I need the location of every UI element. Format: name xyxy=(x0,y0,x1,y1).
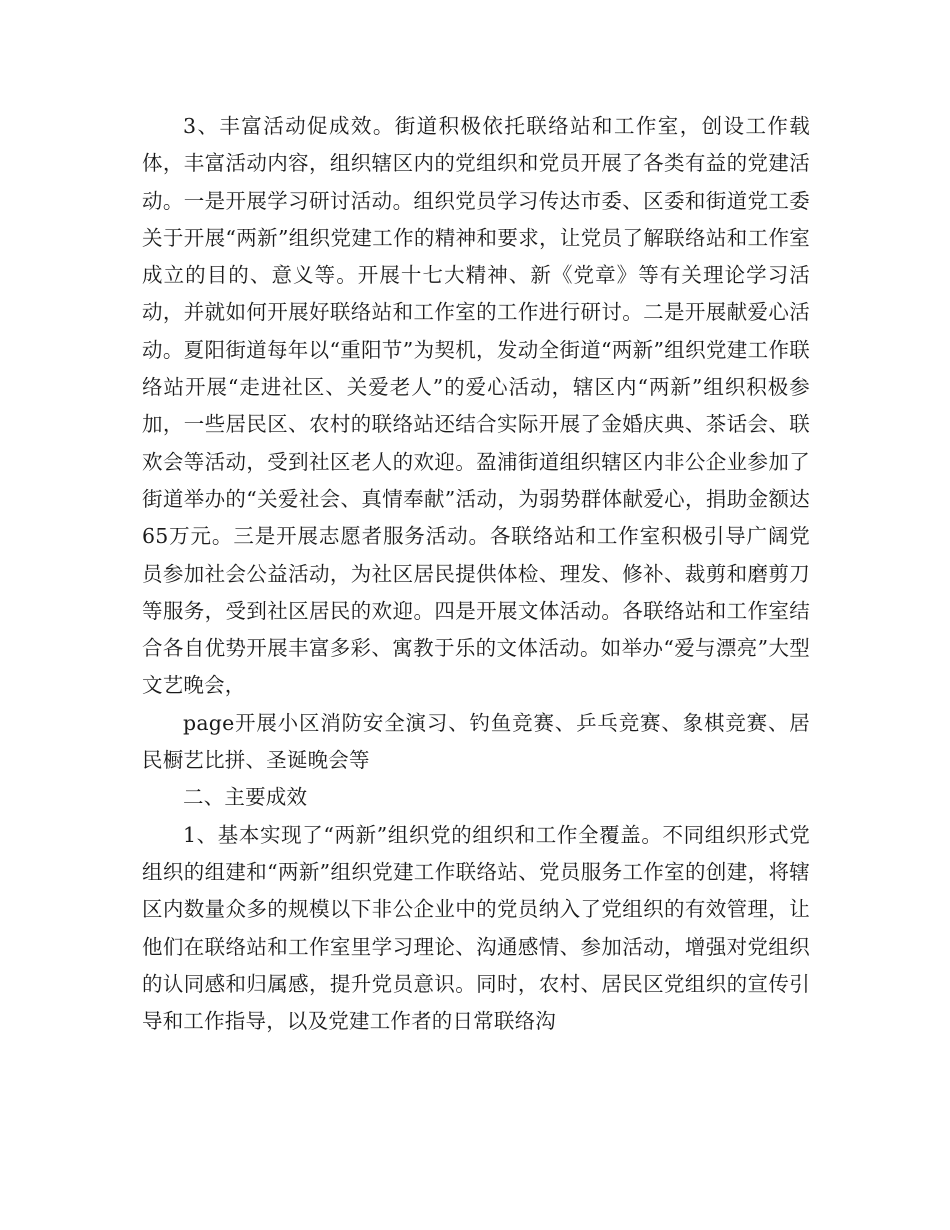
paragraph-activities: 3、丰富活动促成效。街道积极依托联络站和工作室，创设工作载体，丰富活动内容，组织辖区内的党组织和党员开展了各类有益的党建活动。一是开展学习研讨活动。组织党员学习传达市委、区委和街道党工委关于开展“两新”组织党建工作的精神和要求，让党员了解联络站和工作室成立的目的、意义等。开展十七大精神、新《党章》等有关理论学习活动，并就如何开展好联络站和工作室的工作进行研讨。二是开展献爱心活动。夏阳街道每年以“重阳节”为契机，发动全街道“两新”组织党建工作联络站开展“走进社区、关爱老人”的爱心活动，辖区内“两新”组织积极参加，一些居民区、农村的联络站还结合实际开展了金婚庆典、茶话会、联欢会等活动，受到社区老人的欢迎。盈浦街道组织辖区内非公企业参加了街道举办的“关爱社会、真情奉献”活动，为弱势群体献爱心，捐助金额达65万元。三是开展志愿者服务活动。各联络站和工作室积极引导广阔党员参加社会公益活动，为社区居民提供体检、理发、修补、裁剪和磨剪刀等服务，受到社区居民的欢迎。四是开展文体活动。各联络站和工作室结合各自优势开展丰富多彩、寓教于乐的文体活动。如举办“爱与漂亮”大型文艺晚会， xyxy=(142,114,810,698)
paragraph-full-coverage: 1、基本实现了“两新”组织党的组织和工作全覆盖。不同组织形式党组织的组建和“两新”组织党建工作联络站、党员服务工作室的创建，将辖区内数量众多的规模以下非公企业中的党员纳入了党组织的有效管理，让他们在联络站和工作室里学习理论、沟通感情、参加活动，增强对党组织的认同感和归属感，提升党员意识。同时，农村、居民区党组织的宣传引导和工作指导，以及党建工作者的日常联络沟 xyxy=(142,822,810,1034)
document-body xyxy=(142,108,810,1040)
section-heading-main-results: 二、主要成效 xyxy=(183,785,308,810)
paragraph-page-activities: page开展小区消防安全演习、钓鱼竞赛、乒乓竞赛、象棋竞赛、居民橱艺比拼、圣诞晚会等 xyxy=(142,710,810,773)
